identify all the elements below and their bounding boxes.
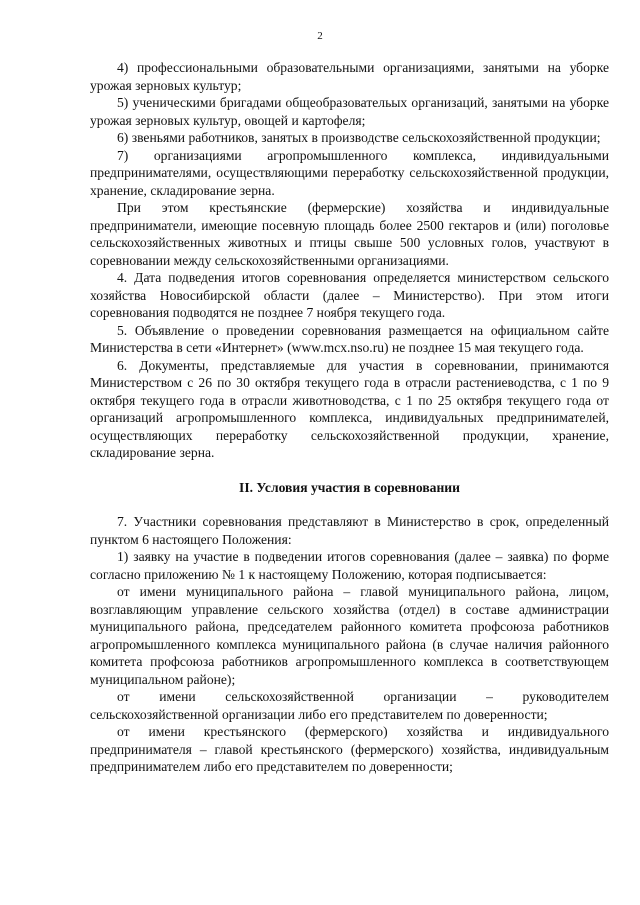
paragraph: 4) профессиональными образовательными организациями, занятыми на уборке урожая зерновых культур; — [90, 60, 609, 93]
paragraph: 5. Объявление о проведении соревнования размещается на официальном сайте Министерства в сети «Интернет» (www.mcx.nso.ru) не позднее 15 мая текущего года. — [90, 322, 609, 355]
paragraph: 5) ученическими бригадами общеобразовательых организаций, занятыми на уборке урожая зерновых культур, овощей и картофеля; — [90, 95, 609, 128]
section-heading: II. Условия участия в соревновании — [239, 479, 460, 495]
document-body — [90, 59, 609, 776]
paragraph: 6) звеньями работников, занятых в производстве сельскохозяйственной продукции; — [117, 130, 601, 145]
paragraph: от имени муниципального района – главой муниципального района, лицом, возглавляющим управление сельского хозяйства (отдел) в составе администрации муниципального района, председателем районного комитета профсоюза работников агропромышленного комплекса муниципального района (в случае наличия районного комитета профсоюза работников агропромышленного комплекса в соответствующем муниципальном районе); — [90, 584, 609, 687]
paragraph: 6. Документы, представляемые для участия в соревновании, принимаются Министерством с 26 по 30 октября текущего года в отрасли растениеводства, с 1 по 9 октября текущего года в отрасли животноводства, с 1 по 25 октября текущего года от организаций агропромышленного комплекса, индивидуальных предпринимателей, осуществляющих переработку сельскохозяйственной продукции, хранение, складирование зерна. — [90, 357, 609, 460]
page-number: 2 — [317, 30, 323, 42]
paragraph: от имени сельскохозяйственной организации – руководителем сельскохозяйственной организации либо его представителем по доверенности; — [90, 689, 609, 722]
paragraph: от имени крестьянского (фермерского) хозяйства и индивидуального предпринимателя – главой крестьянского (фермерского) хозяйства, индивидуальным предпринимателем либо его представителем по доверенности; — [90, 724, 609, 774]
paragraph: 4. Дата подведения итогов соревнования определяется министерством сельского хозяйства Новосибирской области (далее – Министерство). При этом итоги соревнования подводятся не позднее 7 ноября текущего года. — [90, 270, 609, 320]
paragraph: 1) заявку на участие в подведении итогов соревнования (далее – заявка) по форме согласно приложению № 1 к настоящему Положению, которая подписывается: — [90, 549, 609, 582]
paragraph: 7. Участники соревнования представляют в Министерство в срок, определенный пунктом 6 настоящего Положения: — [90, 514, 609, 547]
paragraph: При этом крестьянские (фермерские) хозяйства и индивидуальные предприниматели, имеющие посевную площадь более 2500 гектаров и (или) поголовье сельскохозяйственных животных и птицы свыше 500 условных голов, участвуют в соревновании между сельскохозяйственными организациями. — [90, 200, 609, 268]
paragraph: 7) организациями агропромышленного комплекса, индивидуальными предпринимателями, осуществляющими переработку сельскохозяйственной продукции, хранение, складирование зерна. — [90, 147, 609, 198]
